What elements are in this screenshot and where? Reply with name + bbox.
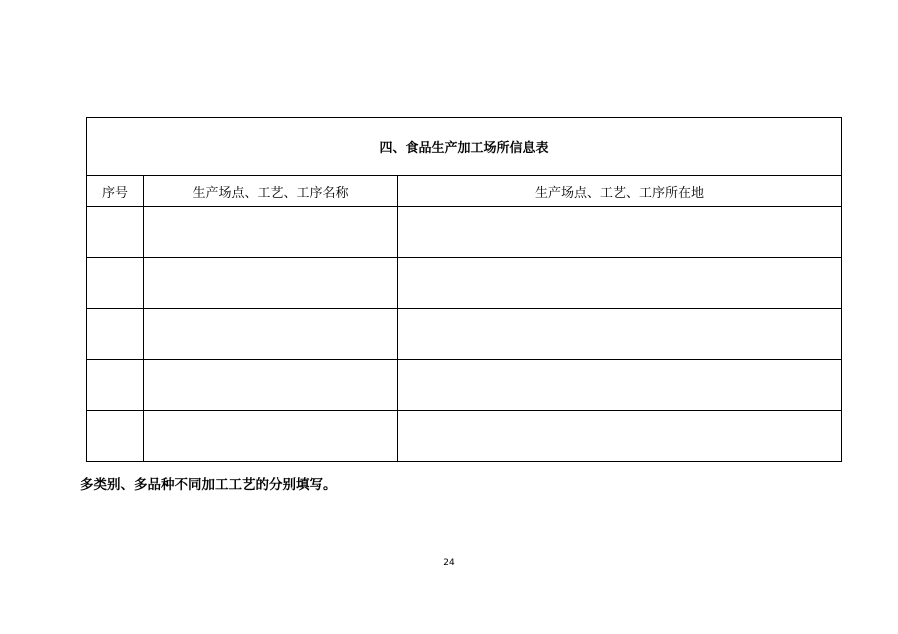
fill-instruction-note: 多类别、多品种不同加工工艺的分别填写。 (80, 477, 337, 493)
table-row (87, 207, 842, 258)
cell-site-name[interactable] (144, 207, 398, 258)
table-title-row (87, 118, 842, 176)
cell-site-location[interactable] (398, 207, 842, 258)
page-number: 24 (443, 558, 455, 568)
cell-site-location[interactable] (398, 258, 842, 309)
cell-site-location[interactable] (398, 309, 842, 360)
cell-index[interactable] (87, 360, 144, 411)
column-header-site-location: 生产场点、工艺、工序所在地 (398, 176, 842, 207)
cell-site-name[interactable] (144, 411, 398, 462)
cell-index[interactable] (87, 411, 144, 462)
table-row (87, 258, 842, 309)
table-row (87, 360, 842, 411)
cell-index[interactable] (87, 258, 144, 309)
production-site-info-table (86, 117, 842, 462)
cell-site-location[interactable] (398, 360, 842, 411)
table-row (87, 411, 842, 462)
table-title: 四、食品生产加工场所信息表 (87, 118, 842, 176)
cell-site-name[interactable] (144, 258, 398, 309)
cell-site-location[interactable] (398, 411, 842, 462)
table-row (87, 309, 842, 360)
cell-index[interactable] (87, 207, 144, 258)
column-header-index: 序号 (87, 176, 144, 207)
cell-site-name[interactable] (144, 309, 398, 360)
column-header-site-name: 生产场点、工艺、工序名称 (144, 176, 398, 207)
cell-site-name[interactable] (144, 360, 398, 411)
table-header-row (87, 176, 842, 207)
cell-index[interactable] (87, 309, 144, 360)
